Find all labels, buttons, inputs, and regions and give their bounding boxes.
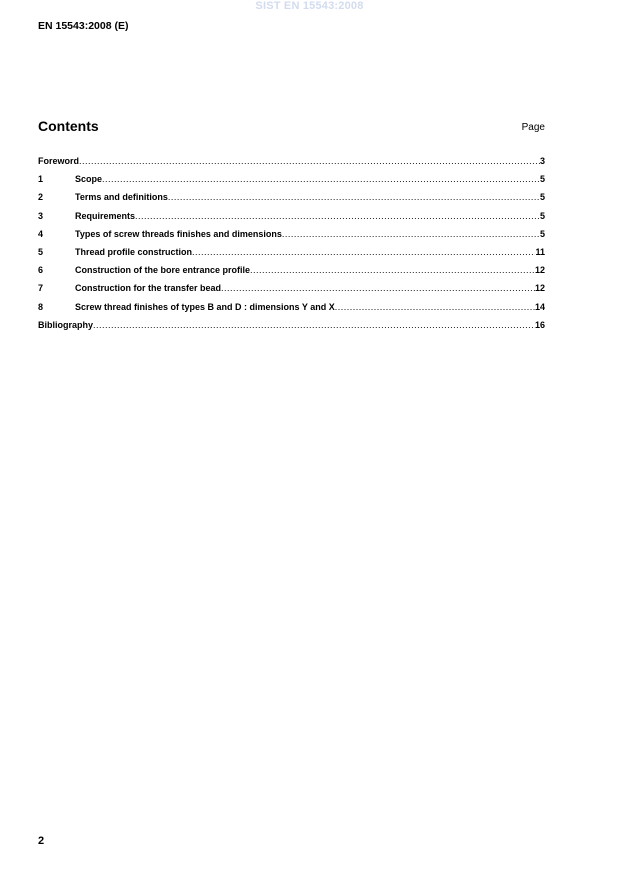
toc-leader-dots [250,265,535,275]
toc-leader-dots [282,229,540,239]
toc-entry-title: Bibliography [38,319,94,330]
contents-heading-row [38,118,545,136]
toc-entry-number: 6 [38,265,44,276]
toc-entry-number: 8 [38,301,44,312]
toc-leader-dots [93,320,535,330]
page-number: 2 [38,835,45,847]
toc-entry-terms-and-definitions[interactable] [38,192,545,210]
toc-entry-page: 12 [534,265,545,276]
page-column-label: Page [521,122,545,133]
toc-entry-thread-profile-construction[interactable] [38,247,545,265]
toc-leader-dots [79,156,540,166]
document-id-header: EN 15543:2008 (E) [38,20,129,32]
toc-entry-page: 3 [539,156,545,166]
toc-entry-requirements[interactable] [38,211,545,229]
toc-leader-dots [221,283,535,293]
toc-entry-page: 5 [539,174,545,185]
toc-entry-title: Types of screw threads finishes and dimensions [75,228,282,239]
toc-entry-transfer-bead[interactable] [38,283,545,301]
toc-leader-dots [192,247,535,257]
toc-entry-title: Construction of the bore entrance profile [75,265,251,276]
toc-leader-dots [335,302,535,312]
toc-entry-page: 12 [534,283,545,294]
toc-leader-dots [102,174,540,184]
toc-entry-page: 16 [534,319,545,330]
toc-entry-bore-entrance-profile[interactable] [38,265,545,283]
toc-entry-page: 5 [539,192,545,203]
toc-leader-dots [168,192,540,202]
toc-entry-scope[interactable] [38,174,545,192]
contents-title: Contents [38,118,99,134]
toc-entry-title: Terms and definitions [75,192,168,203]
table-of-contents [38,156,545,338]
toc-entry-page: 5 [539,210,545,221]
toc-entry-title: Foreword [38,156,80,166]
toc-entry-page: 14 [534,301,545,312]
toc-entry-types-of-screw-threads[interactable] [38,229,545,247]
toc-entry-number: 7 [38,283,44,294]
toc-entry-number: 3 [38,210,44,221]
toc-entry-title: Scope [75,174,103,185]
toc-entry-title: Construction for the transfer bead [75,283,222,294]
watermark: SIST EN 15543:2008 [255,0,364,12]
toc-entry-number: 5 [38,246,44,257]
toc-entry-number: 1 [38,174,44,185]
toc-entry-title: Requirements [75,210,136,221]
toc-entry-title: Thread profile construction [75,246,193,257]
toc-entry-screw-thread-finishes[interactable] [38,302,545,320]
toc-entry-foreword[interactable] [38,156,545,174]
toc-entry-number: 2 [38,192,44,203]
toc-entry-bibliography[interactable] [38,320,545,338]
toc-leader-dots [135,211,540,221]
toc-entry-page: 5 [539,228,545,239]
toc-entry-number: 4 [38,228,44,239]
toc-entry-page: 11 [535,246,545,257]
toc-entry-title: Screw thread finishes of types B and D : dimensions Y and X [75,301,335,312]
